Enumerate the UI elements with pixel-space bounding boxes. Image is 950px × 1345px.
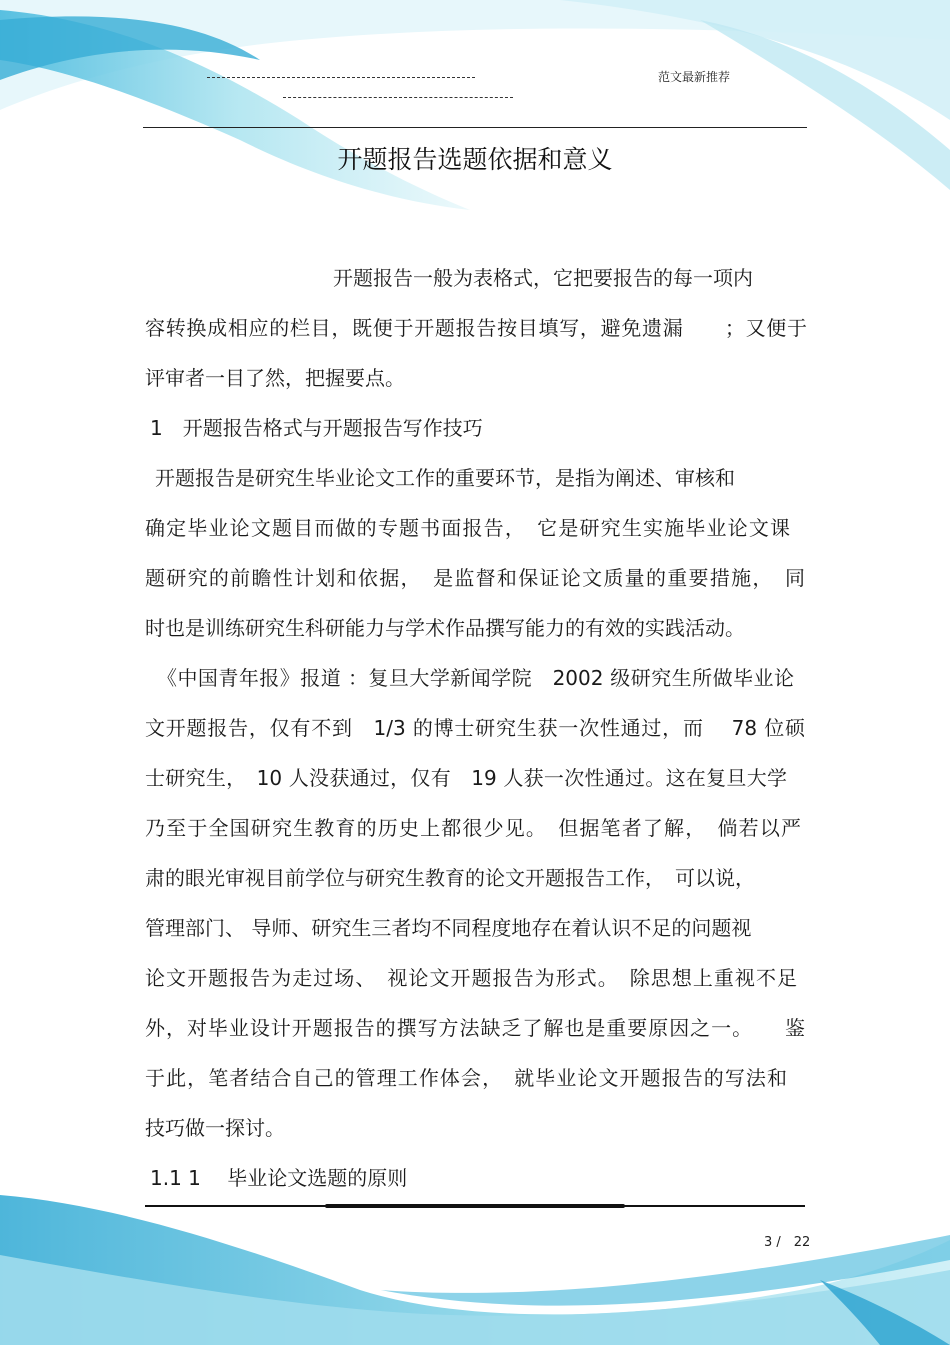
paragraph-line: 确定毕业论文题目而做的专题书面报告， 它是研究生实施毕业论文课 (145, 516, 790, 540)
paragraph-line: 《中国青年报》报道 ：复旦大学新闻学院 2002 级研究生所做毕业论 (157, 666, 794, 690)
header-recommend-label: 范文最新推荐 (658, 70, 731, 84)
paragraph-line: 题研究的前瞻性计划和依据， 是监督和保证论文质量的重要措施， 同 (145, 566, 805, 590)
paragraph-line: 管理部门、 导师、研究生三者均不同程度地存在着认识不足的问题视 (145, 916, 752, 940)
paragraph-line: 肃的眼光审视目前学位与研究生教育的论文开题报告工作， 可以说， (145, 866, 755, 890)
paragraph-line: 乃至于全国研究生教育的历史上都很少见。 但据笔者了解， 倘若以严 (145, 816, 801, 840)
paragraph-line: 文开题报告，仅有不到 1/3 的博士研究生获一次性通过，而 78 位硕 (145, 716, 805, 740)
header-dashed-line-1 (207, 77, 475, 78)
header-rule (143, 127, 807, 128)
page-title: 开题报告选题依据和意义 (337, 145, 613, 174)
paragraph-line: 评审者一目了然，把握要点。 (145, 366, 405, 390)
paragraph-line: 士研究生， 10 人没获通过，仅有 19 人获一次性通过。这在复旦大学 (145, 766, 787, 790)
paragraph-line: 时也是训练研究生科研能力与学术作品撰写能力的有效的实践活动。 (145, 616, 745, 640)
paragraph-line: 于此，笔者结合自己的管理工作体会， 就毕业论文开题报告的写法和 (145, 1066, 787, 1090)
paragraph-line: 开题报告一般为表格式，它把要报告的每一项内 (333, 266, 753, 290)
paragraph-line: 开题报告是研究生毕业论文工作的重要环节，是指为阐述、审核和 (155, 466, 735, 490)
paragraph-line: 技巧做一探讨。 (145, 1116, 285, 1140)
page-number: 3 / 22 (764, 1235, 811, 1250)
header-dashed-line-2 (283, 97, 513, 98)
section-heading: 1.1 1 毕业论文选题的原则 (150, 1166, 408, 1190)
paragraph-line: 论文开题报告为走过场、 视论文开题报告为形式。 除思想上重视不足 (145, 966, 797, 990)
paragraph-line: 外，对毕业设计开题报告的撰写方法缺乏了解也是重要原因之一。 鉴 (145, 1016, 805, 1040)
paragraph-line: 容转换成相应的栏目，既便于开题报告按目填写，避免遗漏 ；又便于 (145, 316, 807, 340)
section-heading: 1 开题报告格式与开题报告写作技巧 (150, 416, 483, 440)
footer-rule (145, 1204, 805, 1208)
